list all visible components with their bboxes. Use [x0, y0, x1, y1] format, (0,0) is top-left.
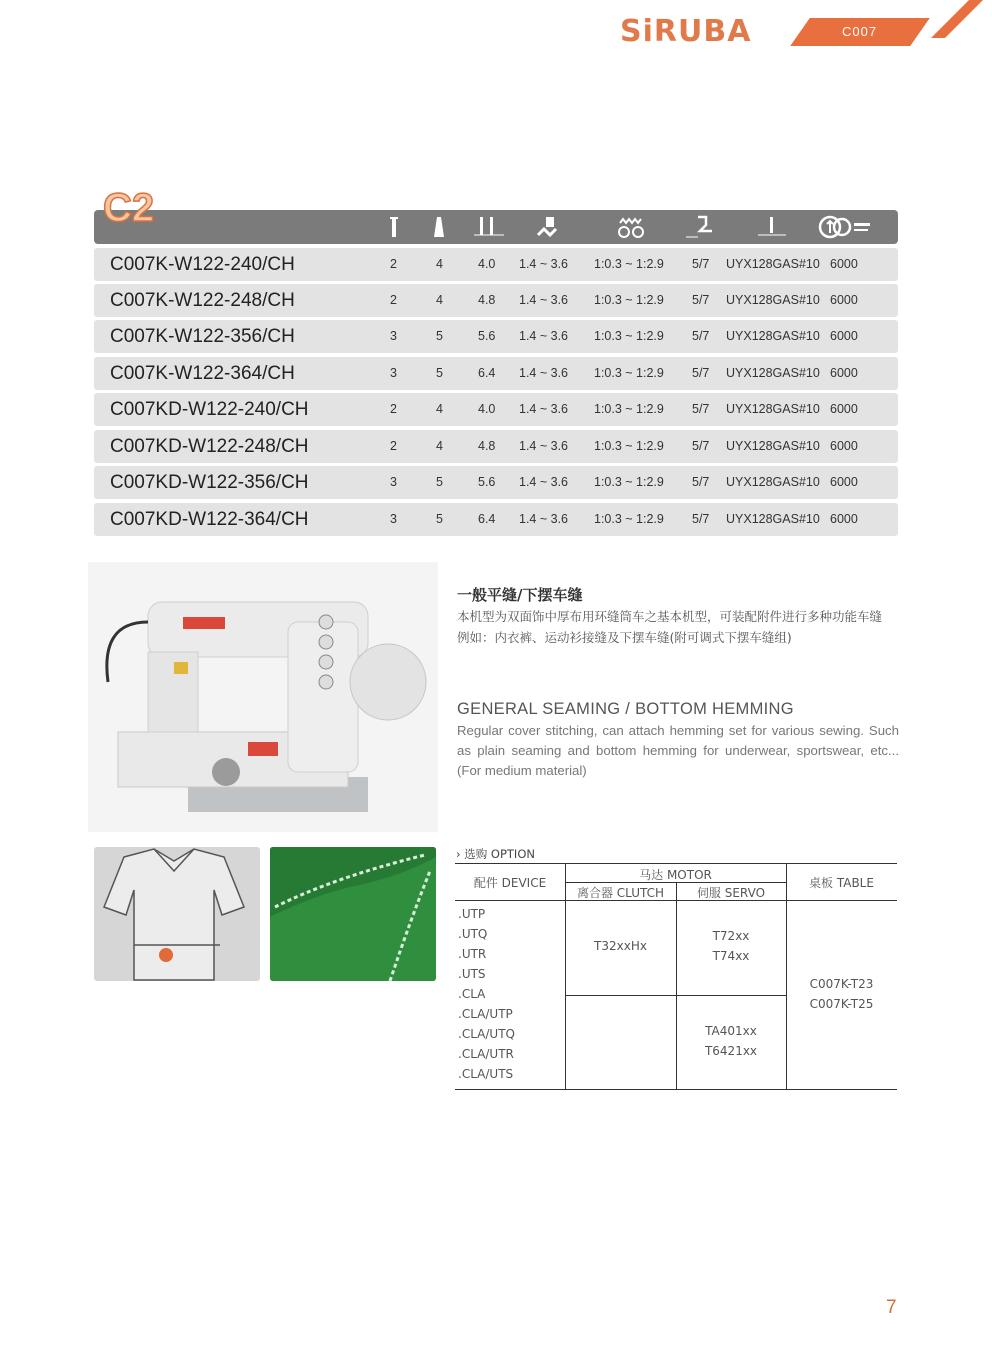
- needles: 3: [390, 366, 397, 380]
- servo-header: 伺服 SERVO: [696, 886, 766, 900]
- threads: 4: [436, 439, 443, 453]
- spm-icon: [818, 215, 874, 239]
- needle-type: UYX128GAS#10: [726, 329, 820, 343]
- needle-type: UYX128GAS#10: [726, 439, 820, 453]
- needle-count-icon: [387, 215, 401, 239]
- clutch-value: T32xxHx: [594, 939, 647, 953]
- fabric-stitch-sample: [270, 847, 436, 981]
- threads: 5: [436, 329, 443, 343]
- needles: 2: [390, 257, 397, 271]
- spm: 6000: [830, 475, 858, 489]
- model-name: C007K-W122-356/CH: [110, 326, 295, 347]
- gauge: 4.8: [478, 439, 496, 453]
- siruba-logo: SiRUBA: [620, 14, 752, 49]
- table-row: [94, 248, 898, 281]
- table-header: 桌板 TABLE: [809, 876, 874, 890]
- differential-ratio-icon: [616, 215, 646, 239]
- device-item: .UTQ: [458, 927, 488, 941]
- gauge: 4.0: [478, 257, 496, 271]
- needle-type: UYX128GAS#10: [726, 293, 820, 307]
- device-header: 配件 DEVICE: [473, 876, 547, 890]
- chevron-right-icon: ›: [456, 847, 461, 861]
- servo-value: TA401xx: [705, 1024, 757, 1038]
- cn-title: 一般平缝/下摆车缝: [457, 586, 583, 604]
- needles: 3: [390, 512, 397, 526]
- table-row: [94, 284, 898, 317]
- stitch-length: 1.4 ~ 3.6: [519, 293, 568, 307]
- device-item: .UTP: [458, 907, 486, 921]
- model-code: C007: [842, 24, 878, 39]
- sewing-machine-image: [88, 562, 438, 832]
- needle-type: UYX128GAS#10: [726, 402, 820, 416]
- spec-table-header: [94, 210, 898, 244]
- gauge: 5.6: [478, 475, 496, 489]
- needles: 2: [390, 293, 397, 307]
- needle-type-icon: [754, 215, 790, 239]
- stitch-length: 1.4 ~ 3.6: [519, 366, 568, 380]
- shirt-illustration: [94, 847, 260, 981]
- spm: 6000: [830, 402, 858, 416]
- model-name: C007KD-W122-364/CH: [110, 509, 309, 530]
- device-item: .CLA/UTS: [458, 1067, 514, 1081]
- model-name: C007K-W122-248/CH: [110, 290, 295, 311]
- stitch-length: 1.4 ~ 3.6: [519, 439, 568, 453]
- needles: 2: [390, 439, 397, 453]
- table-row: [94, 466, 898, 499]
- stitch-length: 1.4 ~ 3.6: [519, 402, 568, 416]
- motor-header: 马达 MOTOR: [639, 868, 712, 882]
- spm: 6000: [830, 512, 858, 526]
- model-name: C007KD-W122-248/CH: [110, 436, 309, 457]
- needle-type: UYX128GAS#10: [726, 257, 820, 271]
- threads: 4: [436, 402, 443, 416]
- gauge: 4.0: [478, 402, 496, 416]
- differential: 1:0.3 ~ 1:2.9: [594, 402, 664, 416]
- differential: 1:0.3 ~ 1:2.9: [594, 439, 664, 453]
- stitch-length-icon: [534, 215, 560, 239]
- table-row: [94, 503, 898, 536]
- stitch-length: 1.4 ~ 3.6: [519, 475, 568, 489]
- differential: 1:0.3 ~ 1:2.9: [594, 257, 664, 271]
- corner-stripe: [931, 0, 983, 38]
- spm: 6000: [830, 293, 858, 307]
- needle-type: UYX128GAS#10: [726, 512, 820, 526]
- servo-value: T6421xx: [704, 1044, 758, 1058]
- model-name: C007K-W122-240/CH: [110, 254, 295, 275]
- device-item: .UTR: [458, 947, 487, 961]
- device-item: .CLA: [458, 987, 486, 1001]
- table-row: [94, 357, 898, 390]
- section-label: C2: [103, 186, 155, 230]
- stitch-length: 1.4 ~ 3.6: [519, 329, 568, 343]
- model-name: C007KD-W122-356/CH: [110, 472, 309, 493]
- threads: 5: [436, 366, 443, 380]
- en-title: GENERAL SEAMING / BOTTOM HEMMING: [457, 700, 794, 718]
- table-value: C007K-T25: [809, 997, 874, 1011]
- stitch-length: 1.4 ~ 3.6: [519, 512, 568, 526]
- presser-lift: 5/7: [692, 402, 710, 416]
- servo-value: T74xx: [712, 949, 750, 963]
- threads: 4: [436, 293, 443, 307]
- gauge: 4.8: [478, 293, 496, 307]
- cn-body: 本机型为双面饰中厚布用环缝筒车之基本机型，可装配附件进行多种功能车缝: [457, 609, 883, 624]
- presser-lift: 5/7: [692, 329, 710, 343]
- option-table: [455, 863, 897, 1090]
- device-item: .CLA/UTR: [458, 1047, 514, 1061]
- needle-gauge-icon: [472, 215, 506, 239]
- gauge: 6.4: [478, 366, 496, 380]
- threads: 5: [436, 512, 443, 526]
- model-name: C007K-W122-364/CH: [110, 363, 295, 384]
- needles: 2: [390, 402, 397, 416]
- gauge: 5.6: [478, 329, 496, 343]
- differential: 1:0.3 ~ 1:2.9: [594, 293, 664, 307]
- device-item: .CLA/UTQ: [458, 1027, 515, 1041]
- page-number: 7: [886, 1297, 897, 1318]
- threads: 5: [436, 475, 443, 489]
- presser-lift: 5/7: [692, 257, 710, 271]
- presser-lift-icon: [684, 215, 716, 239]
- cn-description: [457, 606, 899, 648]
- option-label: › 选购 OPTION: [456, 847, 535, 861]
- table-row: [94, 393, 898, 426]
- presser-lift: 5/7: [692, 366, 710, 380]
- presser-lift: 5/7: [692, 439, 710, 453]
- spm: 6000: [830, 257, 858, 271]
- table-row: [94, 430, 898, 463]
- differential: 1:0.3 ~ 1:2.9: [594, 329, 664, 343]
- presser-lift: 5/7: [692, 512, 710, 526]
- cn-example: 例如：内衣裤、运动衫接缝及下摆车缝(附可调式下摆车缝组): [457, 630, 792, 645]
- needle-type: UYX128GAS#10: [726, 366, 820, 380]
- model-name: C007KD-W122-240/CH: [110, 399, 309, 420]
- needles: 3: [390, 475, 397, 489]
- spm: 6000: [830, 329, 858, 343]
- clutch-header: 离合器 CLUTCH: [576, 886, 665, 900]
- table-row: [94, 320, 898, 353]
- spm: 6000: [830, 366, 858, 380]
- needles: 3: [390, 329, 397, 343]
- en-description: Regular cover stitching, can attach hemming set for various sewing. Such as plain seaming and bottom hemming for underwear, sportswear, etc... (For medium material): [457, 723, 899, 778]
- differential: 1:0.3 ~ 1:2.9: [594, 366, 664, 380]
- spm: 6000: [830, 439, 858, 453]
- differential: 1:0.3 ~ 1:2.9: [594, 512, 664, 526]
- table-value: C007K-T23: [809, 977, 874, 991]
- presser-lift: 5/7: [692, 475, 710, 489]
- thread-count-icon: [430, 215, 448, 239]
- presser-lift: 5/7: [692, 293, 710, 307]
- table-top-border: [455, 863, 897, 864]
- device-item: .UTS: [458, 967, 486, 981]
- threads: 4: [436, 257, 443, 271]
- device-item: .CLA/UTP: [458, 1007, 513, 1021]
- needle-type: UYX128GAS#10: [726, 475, 820, 489]
- differential: 1:0.3 ~ 1:2.9: [594, 475, 664, 489]
- stitch-length: 1.4 ~ 3.6: [519, 257, 568, 271]
- gauge: 6.4: [478, 512, 496, 526]
- servo-value: T72xx: [712, 929, 750, 943]
- column-divider: [676, 882, 677, 1090]
